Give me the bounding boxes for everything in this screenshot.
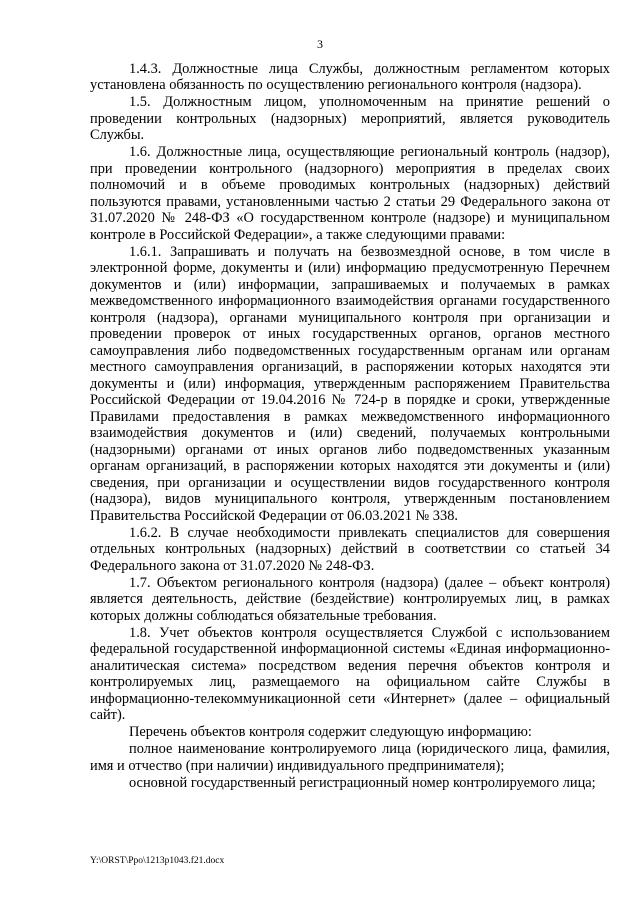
paragraph-list-intro: Перечень объектов контроля содержит следующую информацию: xyxy=(129,724,532,740)
paragraph-1-5: 1.5. Должностным лицом, уполномоченным на принятие решений о проведении контрольных (надзорных) мероприятий, является руководитель Службы. xyxy=(90,94,610,143)
paragraph-1-4-3: 1.4.3. Должностные лица Службы, должностным регламентом которых установлена обязанность по осуществлению регионального контроля (надзора). xyxy=(90,60,610,93)
document-body xyxy=(90,60,610,791)
page-number: 3 xyxy=(317,37,323,51)
paragraph-1-7: 1.7. Объектом регионального контроля (надзора) (далее – объект контроля) является деятельность, действие (бездействие) контролируемых лиц, в рамках которых должны соблюдаться обязательные требования. xyxy=(90,574,610,624)
paragraph-1-6-2: 1.6.2. В случае необходимости привлекать специалистов для совершения отдельных контрольных (надзорных) действий в соответствии со статьей 34 Федерального закона от 31.07.2020 № 248-ФЗ. xyxy=(90,524,610,574)
paragraph-1-8: 1.8. Учет объектов контроля осуществляется Службой с использованием федеральной государственной информационной системы «Единая информационно-аналитическая система» посредством ведения перечня объектов контроля и контролируемых лиц, размещаемого на официальном сайте Службы в информационно-телекоммуникационной сети «Интернет» (далее – официальный сайт). xyxy=(90,624,610,723)
paragraph-1-6: 1.6. Должностные лица, осуществляющие региональный контроль (надзор), при проведении контрольного (надзорного) мероприятия в пределах своих полномочий и в объеме проводимых контрольных (надзорных) действий пользуются правами, установленными частью 2 статьи 29 Федерального закона от 31.07.2020 № 248-ФЗ «О государственном контроле (надзоре) и муниципальном контроле в Российской Федерации», а также следующими правами: xyxy=(90,144,610,243)
file-path-footer: Y:\ORST\Ppo\1213p1043.f21.docx xyxy=(90,856,225,866)
paragraph-1-6-1: 1.6.1. Запрашивать и получать на безвозмездной основе, в том числе в электронной форме, документы и (или) информацию предусмотренную Перечнем документов и (или) информации, запрашиваемых и получаемых в рамках межведомственного информационного взаимодействия органами государственного контроля (надзора), органами муниципального контроля при организации и проведении проверок от иных государственных органов, органов местного самоуправления либо подведомственных государственным органам или органам местного самоуправления организаций, в распоряжении которых находятся эти документы и (или) информация, утвержденным распоряжением Правительства Российской Федерации от 19.04.2016 № 724-р в порядке и сроки, утвержденные Правилами предоставления в рамках межведомственного информационного взаимодействия документов и (или) сведений, получаемых контрольными (надзорными) органами от иных органов либо подведомственных указанным органам организаций, в распоряжении которых находятся эти документы и (или) сведения, при организации и осуществлении видов государственного контроля (надзора), видов муниципального контроля, утвержденным постановлением Правительства Российской Федерации от 06.03.2021 № 338. xyxy=(90,243,610,524)
paragraph-list-item-name: полное наименование контролируемого лица (юридического лица, фамилия, имя и отчество (при наличии) индивидуального предпринимателя); xyxy=(90,741,610,774)
paragraph-list-item-ogrn: основной государственный регистрационный номер контролируемого лица; xyxy=(129,774,596,791)
